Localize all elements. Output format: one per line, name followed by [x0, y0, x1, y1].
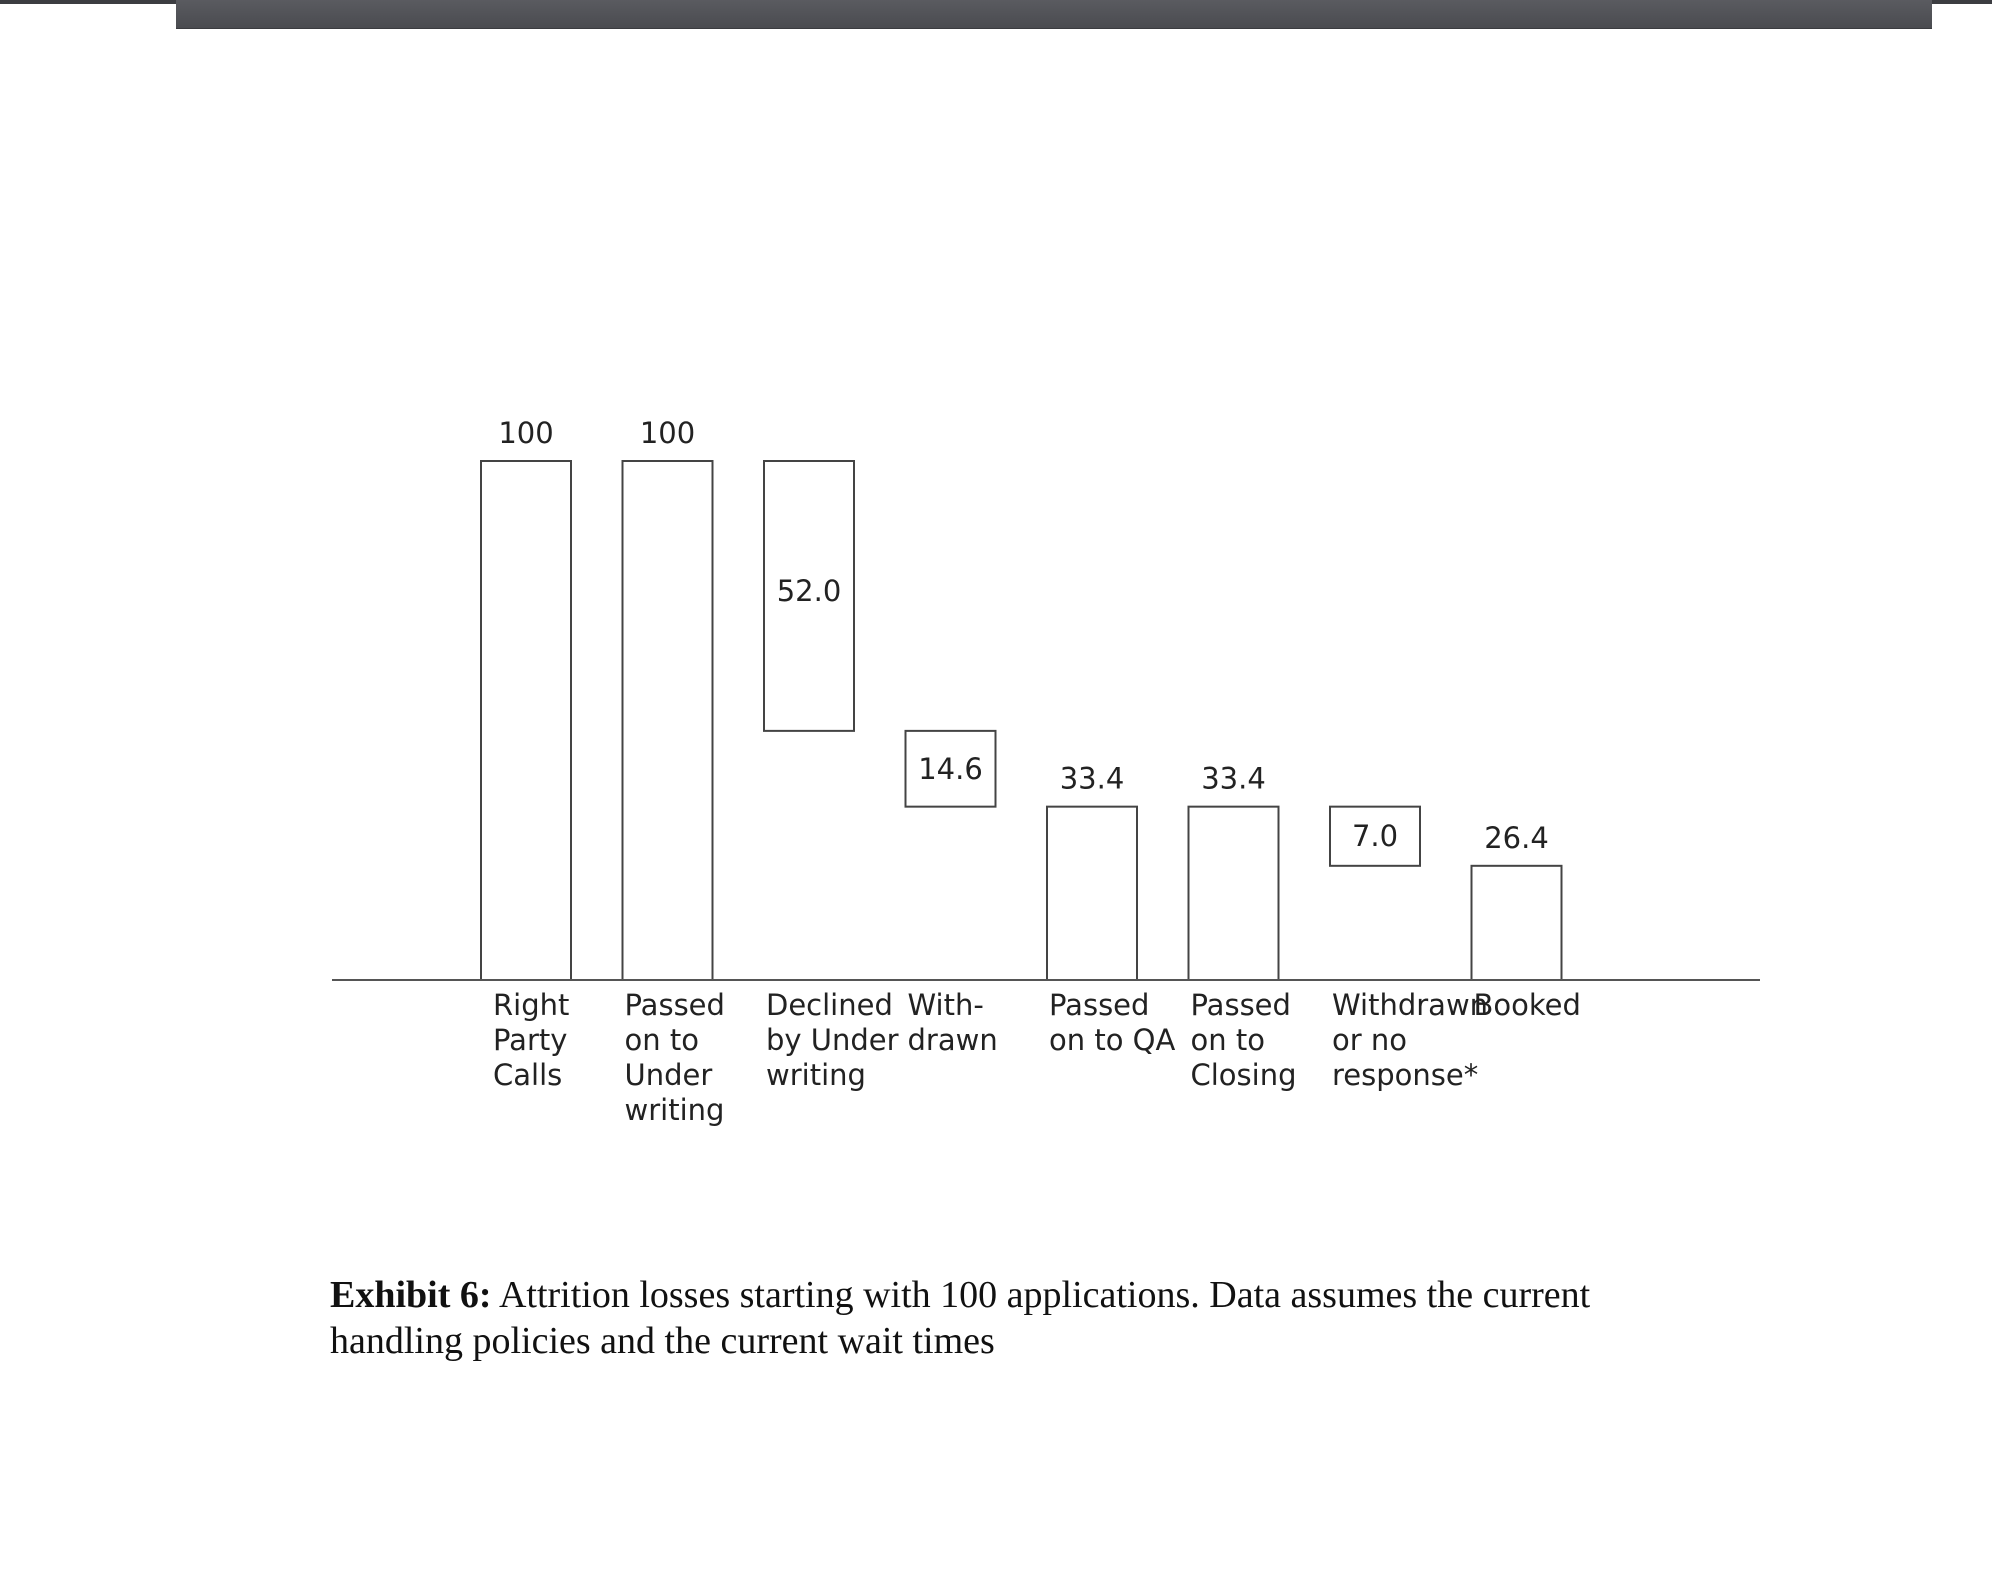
- category-label-line: on to QA: [1049, 1023, 1176, 1057]
- category-label-line: writing: [624, 1093, 725, 1127]
- category-label-line: on to: [624, 1023, 699, 1057]
- category-label-4: [908, 988, 998, 1057]
- category-label-7: [1332, 988, 1488, 1092]
- category-label-8: [1474, 988, 1581, 1022]
- bar-1: [481, 461, 571, 980]
- bar-value-label-3: 52.0: [776, 574, 842, 608]
- bar-8: [1472, 866, 1562, 980]
- category-label-line: response*: [1332, 1058, 1479, 1092]
- category-label-line: Under: [624, 1058, 713, 1092]
- bars-layer: [481, 461, 1562, 980]
- bar-value-label-2: 100: [639, 416, 696, 450]
- category-label-line: Booked: [1473, 988, 1581, 1022]
- category-label-line: Passed: [1190, 988, 1291, 1022]
- caption-label: Exhibit 6:: [330, 1274, 492, 1316]
- category-label-line: on to: [1190, 1023, 1265, 1057]
- category-label-line: drawn: [907, 1023, 998, 1057]
- bar-6: [1189, 807, 1279, 980]
- category-label-line: by Under: [766, 1023, 899, 1057]
- category-label-2: [625, 988, 725, 1127]
- caption-text: Attrition losses starting with 100 applications. Data assumes the current handling policies and the current wait times: [330, 1274, 1591, 1362]
- category-label-line: With-: [907, 988, 984, 1022]
- category-label-line: Passed: [624, 988, 725, 1022]
- category-label-line: Closing: [1190, 1058, 1297, 1092]
- bar-5: [1047, 807, 1137, 980]
- category-label-line: Right: [493, 988, 570, 1022]
- bar-value-label-4: 14.6: [918, 751, 983, 786]
- category-label-line: Declined: [766, 988, 893, 1022]
- category-label-line: Calls: [493, 1058, 563, 1092]
- bar-value-label-6: 33.4: [1201, 761, 1266, 796]
- category-label-line: Withdrawn: [1332, 988, 1489, 1022]
- category-label-1: [493, 988, 569, 1092]
- category-label-5: [1049, 988, 1175, 1057]
- category-label-line: Party: [493, 1023, 568, 1057]
- category-label-line: writing: [766, 1058, 866, 1092]
- figure-caption: [330, 1272, 1730, 1364]
- category-label-line: Passed: [1049, 988, 1150, 1022]
- bar-value-label-8: 26.4: [1484, 820, 1549, 855]
- category-label-3: [766, 988, 899, 1092]
- category-label-line: or no: [1332, 1023, 1408, 1057]
- category-label-6: [1191, 988, 1297, 1092]
- bar-2: [623, 461, 713, 980]
- bar-value-label-7: 7.0: [1351, 819, 1399, 854]
- bar-value-label-5: 33.4: [1059, 761, 1125, 796]
- bar-value-label-1: 100: [498, 416, 554, 450]
